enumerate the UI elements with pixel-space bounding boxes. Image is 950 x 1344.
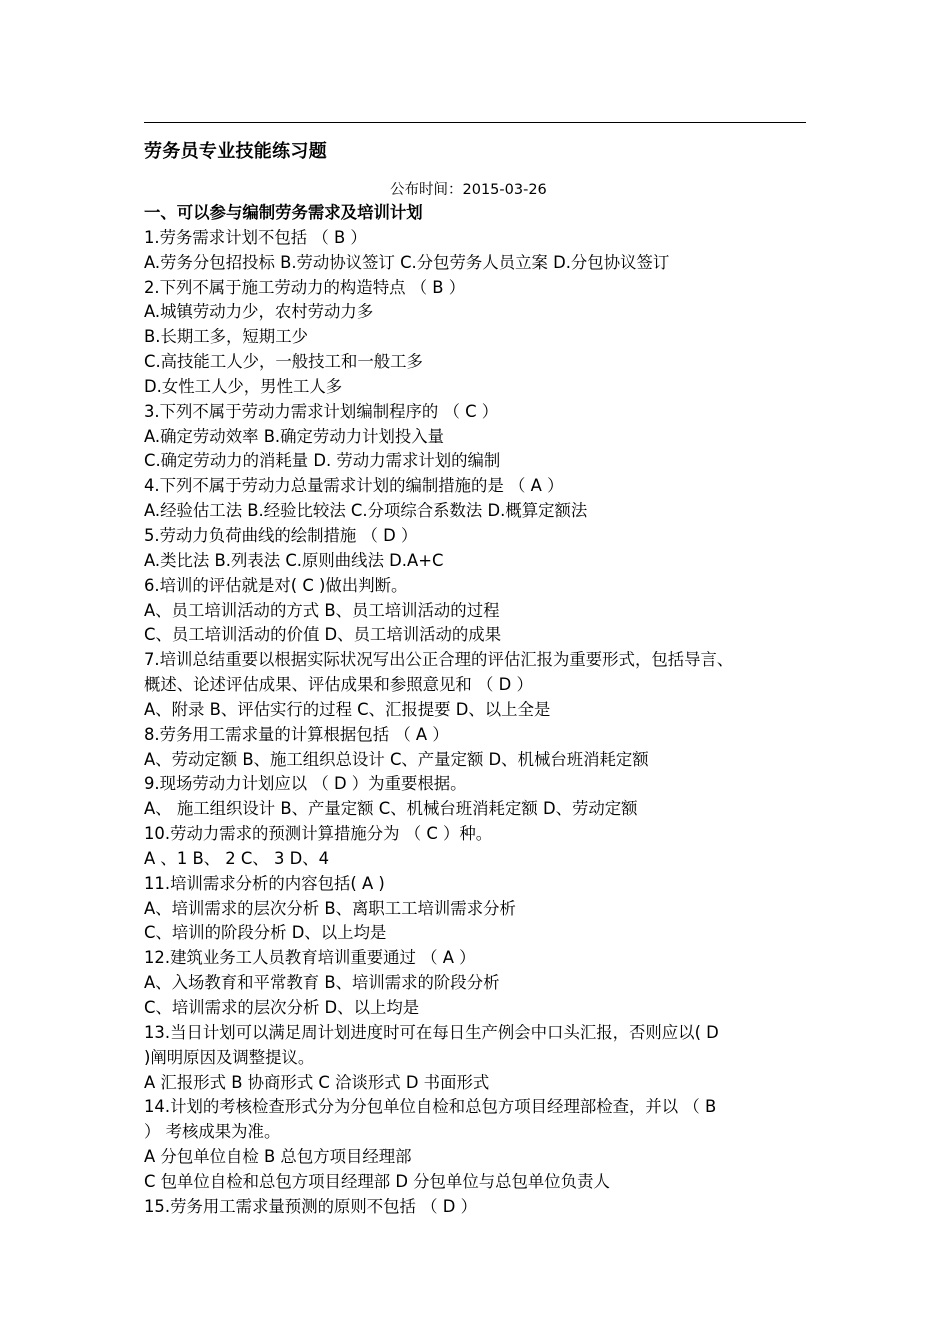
option-line: C、培训需求的层次分析 D、以上均是 xyxy=(144,998,420,1017)
option-line: C、员工培训活动的价值 D、员工培训活动的成果 xyxy=(144,625,502,645)
option-line: B.长期工多，短期工少 xyxy=(144,327,308,347)
option-line: A、员工培训活动的方式 B、员工培训活动的过程 xyxy=(144,600,500,620)
header-rule xyxy=(144,122,806,123)
question-line: 11.培训需求分析的内容包括( A ) xyxy=(144,873,385,893)
question-line: 1.劳务需求计划不包括 （ B ） xyxy=(144,227,367,247)
question-line: 7.培训总结重要以根据实际状况写出公正合理的评估汇报为重要形式，包括导言、 xyxy=(144,650,734,670)
option-line: A.类比法 B.列表法 C.原则曲线法 D.A+C xyxy=(144,550,444,570)
question-line: 2.下列不属于施工劳动力的构造特点 （ B ） xyxy=(144,277,466,297)
question-line: 概述、论述评估成果、评估成果和参照意见和 （ D ） xyxy=(144,675,533,695)
question-line: 4.下列不属于劳动力总量需求计划的编制措施的是 （ A ） xyxy=(144,476,564,496)
option-line: A、 施工组织设计 B、产量定额 C、机械台班消耗定额 D、劳动定额 xyxy=(144,799,638,819)
option-line: A.劳务分包招投标 B.劳动协议签订 C.分包劳务人员立案 D.分包协议签订 xyxy=(144,252,670,272)
question-line: 13.当日计划可以满足周计划进度时可在每日生产例会中口头汇报，否则应以( D xyxy=(144,1022,719,1042)
question-line: 10.劳动力需求的预测计算措施分为 （ C ）种。 xyxy=(144,824,493,844)
option-line: A、入场教育和平常教育 B、培训需求的阶段分析 xyxy=(144,973,500,993)
option-line: A.确定劳动效率 B.确定劳动力计划投入量 xyxy=(144,426,445,446)
question-line: 9.现场劳动力计划应以 （ D ）为重要根据。 xyxy=(144,774,467,794)
option-line: C.高技能工人少，一般技工和一般工多 xyxy=(144,352,423,372)
option-line: C.确定劳动力的消耗量 D. 劳动力需求计划的编制 xyxy=(144,451,501,471)
question-line: 8.劳务用工需求量的计算根据包括 （ A ） xyxy=(144,724,449,744)
option-line: A.经验估工法 B.经验比较法 C.分项综合系数法 D.概算定额法 xyxy=(144,501,588,521)
section-heading: 一、可以参与编制劳务需求及培训计划 xyxy=(144,203,423,222)
option-line: A、附录 B、评估实行的过程 C、汇报提要 D、以上全是 xyxy=(144,699,551,719)
option-line: A 分包单位自检 B 总包方项目经理部 xyxy=(144,1147,412,1167)
option-line: A 、1 B、 2 C、 3 D、4 xyxy=(144,848,330,868)
document-title: 劳务员专业技能练习题 xyxy=(144,141,327,162)
question-line: 12.建筑业务工人员教育培训重要通过 （ A ） xyxy=(144,948,476,968)
question-line: 3.下列不属于劳动力需求计划编制程序的 （ C ） xyxy=(144,401,499,421)
option-line: A 汇报形式 B 协商形式 C 洽谈形式 D 书面形式 xyxy=(144,1072,490,1092)
option-line: C 包单位自检和总包方项目经理部 D 分包单位与总包单位负责人 xyxy=(144,1171,610,1191)
option-line: A、培训需求的层次分析 B、离职工工培训需求分析 xyxy=(144,898,516,918)
question-line: 5.劳动力负荷曲线的绘制措施 （ D ） xyxy=(144,525,418,545)
question-line: )阐明原因及调整提议。 xyxy=(144,1047,315,1067)
publish-date: 公布时间：2015-03-26 xyxy=(390,182,547,198)
option-line: D.女性工人少，男性工人多 xyxy=(144,376,343,396)
question-line: ） 考核成果为准。 xyxy=(144,1122,281,1142)
question-line: 15.劳务用工需求量预测的原则不包括 （ D ） xyxy=(144,1196,477,1216)
option-line: A.城镇劳动力少，农村劳动力多 xyxy=(144,302,374,322)
question-list xyxy=(144,201,809,1220)
option-line: C、培训的阶段分析 D、以上均是 xyxy=(144,923,387,943)
option-line: A、劳动定额 B、施工组织总设计 C、产量定额 D、机械台班消耗定额 xyxy=(144,749,649,769)
question-line: 14.计划的考核检查形式分为分包单位自检和总包方项目经理部检查，并以 （ B xyxy=(144,1097,717,1117)
question-line: 6.培训的评估就是对( C )做出判断。 xyxy=(144,575,408,595)
